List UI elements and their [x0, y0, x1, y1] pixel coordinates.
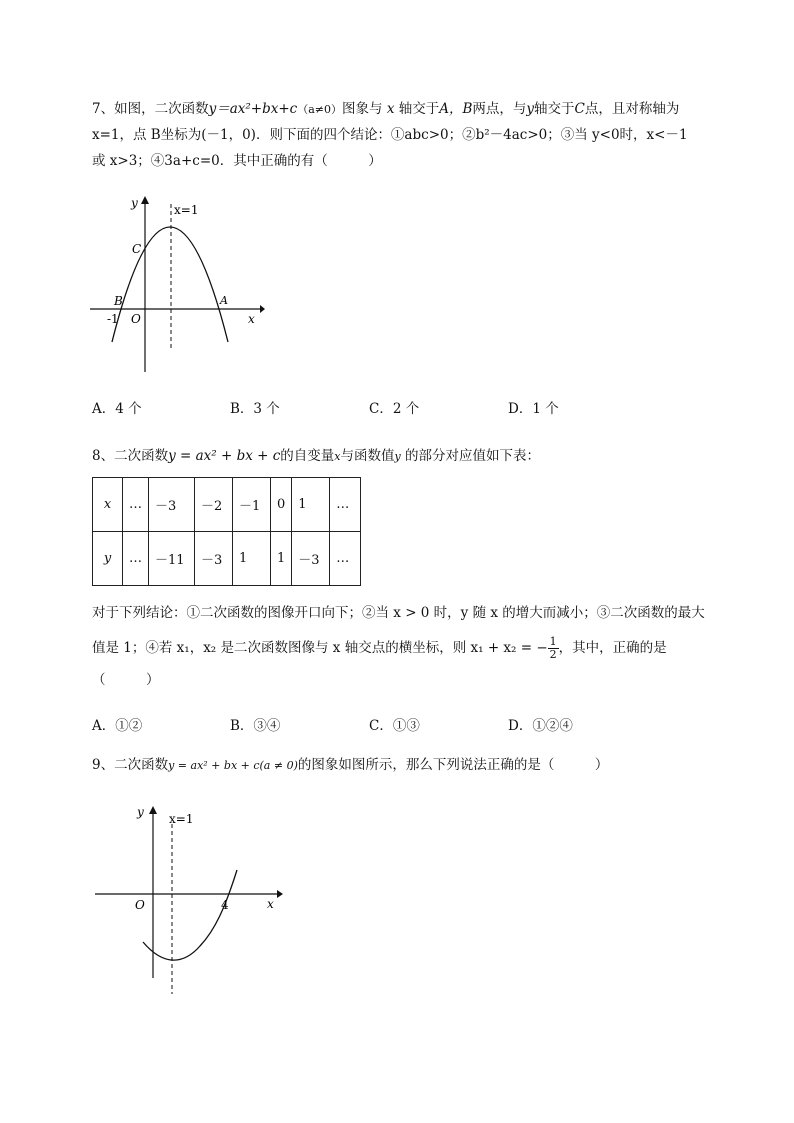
q8-line1: 对于下列结论：①二次函数的图像开口向下；②当 x > 0 时，y 随 x 的增大而减小；③二次函数的最大 [92, 605, 705, 621]
x-cell: －3 [149, 478, 195, 532]
x-cell: 0 [271, 478, 292, 532]
x-cell: … [330, 478, 361, 532]
q9-parabola [143, 870, 237, 960]
y-cell: 1 [271, 532, 292, 586]
q8-choice-a[interactable]: A．①② [92, 718, 143, 734]
q7-formula: y＝ax²+bx+c [208, 101, 298, 117]
q8-line3: （ ） [92, 672, 160, 688]
y-header: y [93, 532, 123, 586]
x-cell: －2 [195, 478, 233, 532]
q7-y-label: y [131, 196, 138, 210]
q7-choices [92, 397, 712, 417]
q8-choice-b[interactable]: B．③④ [230, 718, 281, 734]
q8-choice-c[interactable]: C．①③ [369, 718, 420, 734]
x-header: x [93, 478, 123, 532]
y-cell: 1 [233, 532, 271, 586]
q7-origin: O [131, 312, 141, 326]
q9-graph [95, 798, 285, 998]
q9-x-label: x [267, 897, 274, 911]
q7-line1: 7、如图，二次函数y＝ax²+bx+c（a≠0）图象与 x 轴交于A，B两点，与y轴交于C点，且对称轴为 [92, 101, 680, 117]
q7-point-C: C [132, 242, 142, 256]
q8-value-table [92, 477, 361, 586]
y-cell: … [123, 532, 149, 586]
q7-y-arrow [141, 196, 149, 204]
q7-choice-d[interactable]: D．1 个 [508, 401, 559, 417]
table-row [93, 478, 361, 532]
q8-intro: 8、二次函数y = ax² + bx + c的自变量x与函数值y 的部分对应值如下表： [92, 448, 541, 464]
q8-choice-d[interactable]: D．①②④ [508, 718, 573, 734]
y-cell: … [330, 532, 361, 586]
q7-neg1: -1 [107, 312, 119, 326]
x-cell: … [123, 478, 149, 532]
q7-x-arrow [260, 305, 265, 313]
q9-y-label: y [137, 805, 144, 819]
q7-point-A: A [220, 294, 228, 307]
x-cell: －1 [233, 478, 271, 532]
q7-parabola [112, 227, 228, 342]
y-cell: －3 [195, 532, 233, 586]
q7-choice-a[interactable]: A．4 个 [92, 401, 142, 417]
fraction-half: $\frac{1}{2}$ [549, 635, 557, 661]
q9-axis-label: x=1 [169, 812, 194, 826]
q8-formula: y = ax² + bx + c [168, 448, 281, 464]
q7-point-B: B [114, 294, 123, 308]
q9-y-arrow [149, 806, 157, 814]
q7-graph [90, 192, 265, 377]
x-cell: 1 [292, 478, 330, 532]
y-cell: －3 [292, 532, 330, 586]
q9-origin: O [135, 898, 145, 912]
q7-choice-b[interactable]: B．3 个 [230, 401, 280, 417]
y-cell: －11 [149, 532, 195, 586]
q7-choice-c[interactable]: C．2 个 [369, 401, 420, 417]
q9-x-arrow [277, 890, 283, 898]
table-row [93, 532, 361, 586]
q8-choices [92, 714, 712, 734]
q7-line3: 或 x>3；④3a+c=0．其中正确的有（ ） [92, 153, 382, 169]
q7-axis-label: x=1 [174, 203, 199, 217]
q8-line2: 值是 1；④若 x₁，x₂ 是二次函数图像与 x 轴交点的横坐标，则 x₁ + x₂ = − $\frac{1}{2}$ ，其中，正确的是 [92, 635, 667, 661]
q9-four: 4 [221, 898, 229, 912]
q9-formula: y = ax² + bx + c(a ≠ 0) [168, 759, 298, 772]
q7-x-label: x [248, 312, 255, 326]
q9-line: 9、二次函数y = ax² + bx + c(a ≠ 0)的图象如图所示，那么下列说法正确的是（ ） [92, 757, 609, 773]
q7-line2: x=1，点 B坐标为(－1，0)．则下面的四个结论：①abc>0；②b²－4ac>0；③当 y<0时，x<－1 [92, 127, 688, 143]
